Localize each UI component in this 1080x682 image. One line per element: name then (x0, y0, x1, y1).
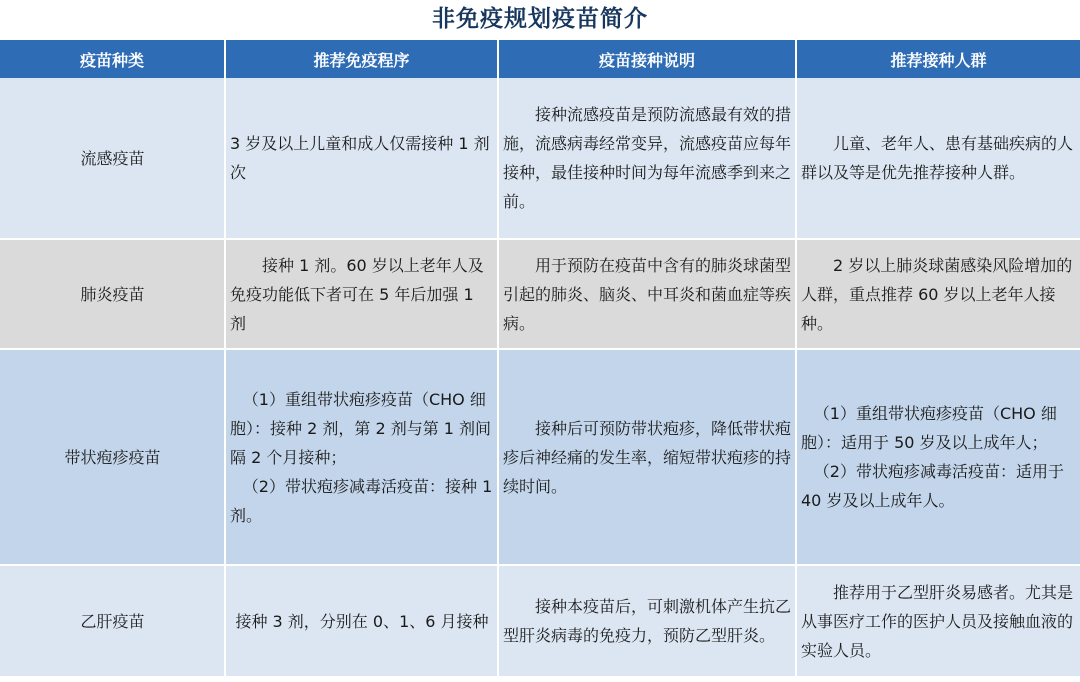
schedule-cell (225, 78, 498, 239)
header-population: 推荐接种人群 (796, 40, 1080, 78)
population-cell (796, 239, 1080, 349)
vaccine-type: 肺炎疫苗 (0, 239, 225, 349)
table-header-row (0, 40, 1080, 78)
schedule-text: （1）重组带状疱疹疫苗（CHO 细胞）：接种 2 剂，第 2 剂与第 1 剂间隔 2 个月接种； (230, 389, 492, 467)
vaccine-type: 流感疫苗 (0, 78, 225, 239)
description-text: 用于预防在疫苗中含有的肺炎球菌型引起的肺炎、脑炎、中耳炎和菌血症等疾病。 (503, 255, 792, 333)
table-row (0, 78, 1080, 239)
population-text: （2）带状疱疹减毒活疫苗：适用于 40 岁及以上成年人。 (801, 462, 1064, 510)
schedule-cell (225, 239, 498, 349)
description-text: 接种流感疫苗是预防流感最有效的措施，流感病毒经常变异，流感疫苗应每年接种，最佳接种时间为每年流感季到来之前。 (503, 105, 792, 211)
population-cell (796, 349, 1080, 565)
table-row (0, 349, 1080, 565)
schedule-text: 3 岁及以上儿童和成人仅需接种 1 剂次 (230, 134, 490, 182)
table-row (0, 239, 1080, 349)
population-text: 2 岁以上肺炎球菌感染风险增加的人群，重点推荐 60 岁以上老年人接种。 (801, 255, 1073, 333)
vaccine-type: 带状疱疹疫苗 (0, 349, 225, 565)
table-row (0, 565, 1080, 677)
population-cell (796, 565, 1080, 677)
population-cell (796, 78, 1080, 239)
schedule-text: （2）带状疱疹减毒活疫苗：接种 1 剂。 (230, 476, 493, 525)
schedule-cell (225, 565, 498, 677)
description-cell (498, 239, 796, 349)
header-schedule: 推荐免疫程序 (225, 40, 498, 78)
page-title: 非免疫规划疫苗简介 (432, 6, 648, 32)
population-text: 儿童、老年人、患有基础疾病的人群以及等是优先推荐接种人群。 (801, 134, 1074, 182)
description-text: 接种后可预防带状疱疹，降低带状疱疹后神经痛的发生率，缩短带状疱疹的持续时间。 (503, 418, 792, 496)
header-description: 疫苗接种说明 (498, 40, 796, 78)
population-text: （1）重组带状疱疹疫苗（CHO 细胞）：适用于 50 岁及以上成年人； (801, 404, 1057, 452)
description-cell (498, 349, 796, 565)
population-text: 推荐用于乙型肝炎易感者。尤其是从事医疗工作的医护人员及接触血液的实验人员。 (801, 582, 1074, 660)
vaccine-table (0, 40, 1080, 678)
vaccine-type: 乙肝疫苗 (0, 565, 225, 677)
schedule-text: 接种 3 剂，分别在 0、1、6 月接种 (235, 611, 489, 631)
description-cell (498, 78, 796, 239)
header-vaccine-type: 疫苗种类 (0, 40, 225, 78)
description-text: 接种本疫苗后，可刺激机体产生抗乙型肝炎病毒的免疫力，预防乙型肝炎。 (503, 597, 792, 645)
schedule-cell (225, 349, 498, 565)
description-cell (498, 565, 796, 677)
schedule-text: 接种 1 剂。60 岁以上老年人及免疫功能低下者可在 5 年后加强 1 剂 (230, 255, 484, 333)
